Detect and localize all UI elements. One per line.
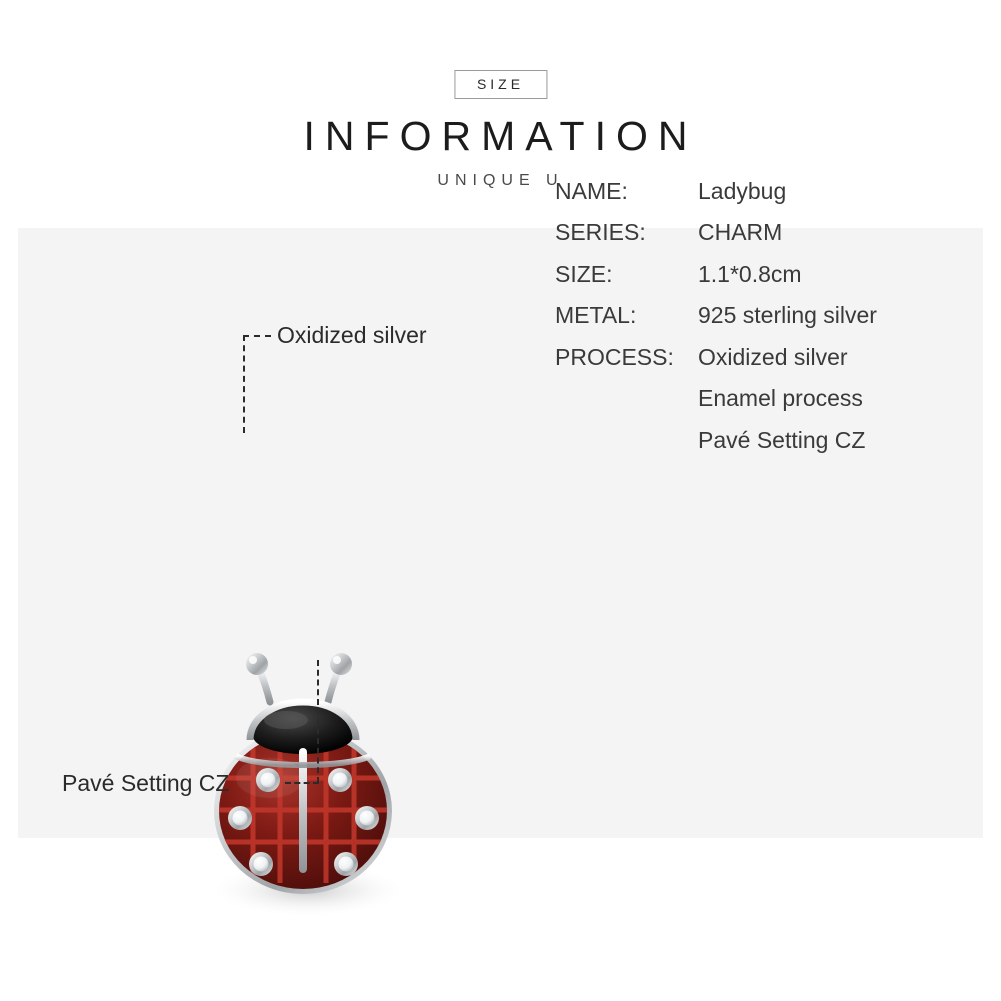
callout-top-leader-vertical bbox=[243, 335, 245, 433]
spec-process-extra-pave: Pavé Setting CZ bbox=[698, 426, 866, 453]
spec-label: SIZE: bbox=[555, 260, 613, 287]
spec-row-size bbox=[555, 261, 955, 287]
spec-label: NAME: bbox=[555, 178, 628, 204]
callout-bottom-leader-vertical bbox=[317, 660, 319, 783]
spec-list bbox=[555, 178, 955, 468]
spec-value: 1.1*0.8cm bbox=[698, 260, 802, 287]
spec-label: PROCESS: bbox=[555, 343, 674, 370]
page-title: INFORMATION bbox=[303, 113, 698, 159]
callout-pave-setting-cz: Pavé Setting CZ bbox=[62, 770, 230, 796]
callout-top-leader-horizontal bbox=[243, 335, 271, 337]
spec-value: Oxidized silver bbox=[698, 343, 848, 370]
spec-process-extra-enamel: Enamel process bbox=[698, 385, 863, 412]
spec-row-name bbox=[555, 178, 955, 204]
callout-oxidized-silver: Oxidized silver bbox=[277, 322, 427, 348]
spec-label: METAL: bbox=[555, 302, 637, 329]
spec-value: CHARM bbox=[698, 219, 783, 246]
spec-value: 925 sterling silver bbox=[698, 302, 877, 329]
spec-label: SERIES: bbox=[555, 219, 646, 246]
spec-row-process bbox=[555, 344, 955, 370]
spec-row-series bbox=[555, 219, 955, 245]
size-badge: SIZE bbox=[454, 70, 547, 99]
page-subtitle: UNIQUE U bbox=[437, 172, 564, 189]
spec-row-metal bbox=[555, 302, 955, 328]
callout-bottom-leader-horizontal bbox=[285, 782, 319, 784]
spec-value: Ladybug bbox=[698, 178, 787, 204]
antennae-group bbox=[246, 653, 352, 702]
